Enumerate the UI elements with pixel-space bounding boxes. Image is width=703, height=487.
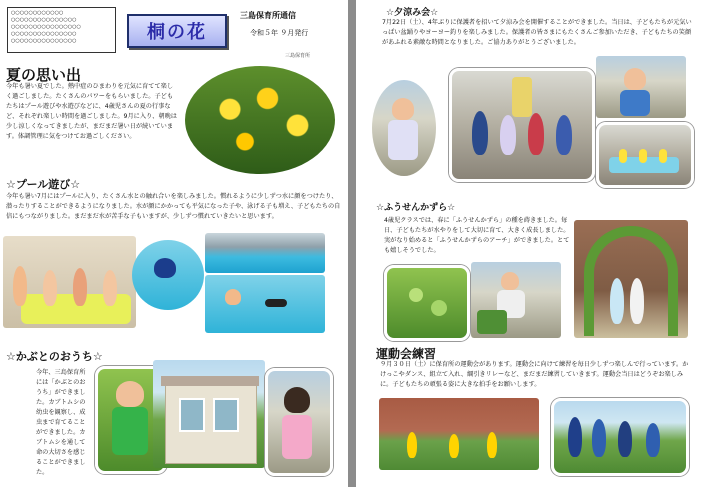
section-heading-balloon-vine: ☆ふうせんかずら☆: [376, 203, 456, 213]
sunflower-photo: [185, 66, 335, 174]
school-name: 三島保育所通信: [240, 11, 296, 20]
notice-box: [7, 7, 116, 53]
newsletter-title: 桐の花: [127, 14, 227, 48]
balloon-vine-photo-1: [384, 265, 470, 341]
festival-photo-1: [372, 80, 436, 176]
balloon-vine-photo-2: [471, 262, 561, 338]
left-page: [0, 0, 348, 487]
page-gutter: [348, 0, 356, 487]
festival-photo-2: [449, 68, 595, 182]
balloon-vine-arch-photo: [574, 220, 688, 338]
pool-photo-2: [132, 240, 204, 310]
right-page: [356, 0, 703, 487]
pool-photo-4: [205, 275, 325, 333]
festival-photo-3: [596, 56, 686, 118]
section-body-summer-festival: 7月22日（土）、4年ぶりに保護者を招いて夕涼み会を開催することができました。当日は、子どもたちが元気いっぱい盆踊りやヨーヨー釣りを楽しみました。保護者の皆さまにもたくさんご参加いただき、子どもたちの笑顔があふれる素敵な時間となりました。ご協力ありがとうございました。: [382, 19, 692, 46]
sports-day-photo-2: [551, 398, 689, 476]
section-body-summary: 今年も暑い夏でした。熱中症のひまわりを元気に育てて楽しく過ごしました。たくさんのパワーをもらいました。子どもたちはプール遊びや水遊びなどに、4歳児さんの夏の行事など、それぞれ楽しい時間を過ごしました。9月に入り、朝晩は少し涼しくなってきましたが、まだまだ暑い日が続いています。体調管理に気をつけてお過ごしください。: [6, 83, 177, 140]
sports-day-photo-1: [379, 398, 539, 470]
notice-box-text: ○○○○○○○○○○○○ ○○○○○○○○○○○○○○○ ○○○○○○○○○○○○○○○○ ○○○○○○○○○○○○○○○ ○○○○○○○○○○○○○○○: [11, 10, 81, 44]
section-body-pool: 今年も暑い7月にはプールに入り、たくさん水との触れ合いを楽しみました。慣れるように少しずつ水に顔をつけたり、潜ったりすることができるようになりました。水が顔にかかっても平気になった子や、泳げる子も増え、子どもたちの自信にもつながりました。まだまだ水が苦手な子もいますが、少しずつ慣れていきたいと思います。: [6, 193, 341, 220]
beetle-house-photo: [153, 360, 265, 468]
beetle-photo-girl: [265, 368, 333, 476]
section-heading-summer-festival: ☆夕涼み会☆: [386, 8, 439, 18]
pool-photo-1: [3, 236, 136, 328]
section-body-sports-day: ９月３０日（土）に保育所の運動会があります。運動会に向けて練習を毎日少しずつ楽しんで行っています。かけっこやダンス、組立て入れ、綱引きリレーなど、まだまだ練習していきます。運動会当日はどうぞお楽しみに。子どもたちの頑張る姿に大きな拍手をお願いします。: [380, 361, 689, 388]
section-heading-pool: ☆プール遊び☆: [6, 178, 81, 191]
festival-photo-4: [596, 122, 694, 188]
section-heading-sports-day: 運動会練習: [376, 347, 437, 361]
issue-date: 令和５年 ９月発行: [250, 29, 309, 37]
section-body-balloon-vine: 4歳児クラスでは、春に「ふうせんかずら」の種を蒔きました。毎日、子どもたちが水やりをして大切に育て、大きく成長しました。実がなり始めると「ふうせんかずらのアーチ」ができました。とても嬉しそうでした。: [384, 217, 570, 254]
author: 三島保育所: [285, 53, 311, 59]
section-heading-summary: 夏の思い出: [6, 66, 82, 84]
section-heading-beetle: ☆かぶとのおうち☆: [6, 350, 103, 363]
section-body-beetle: 今年、三島保育所には「かぶとのおうち」ができました。カブトムシの幼虫を観察し、成虫まで育てることができました。カブトムシを通して命の大切さを感じることができました。: [36, 369, 86, 476]
pool-photo-3: [205, 233, 325, 273]
